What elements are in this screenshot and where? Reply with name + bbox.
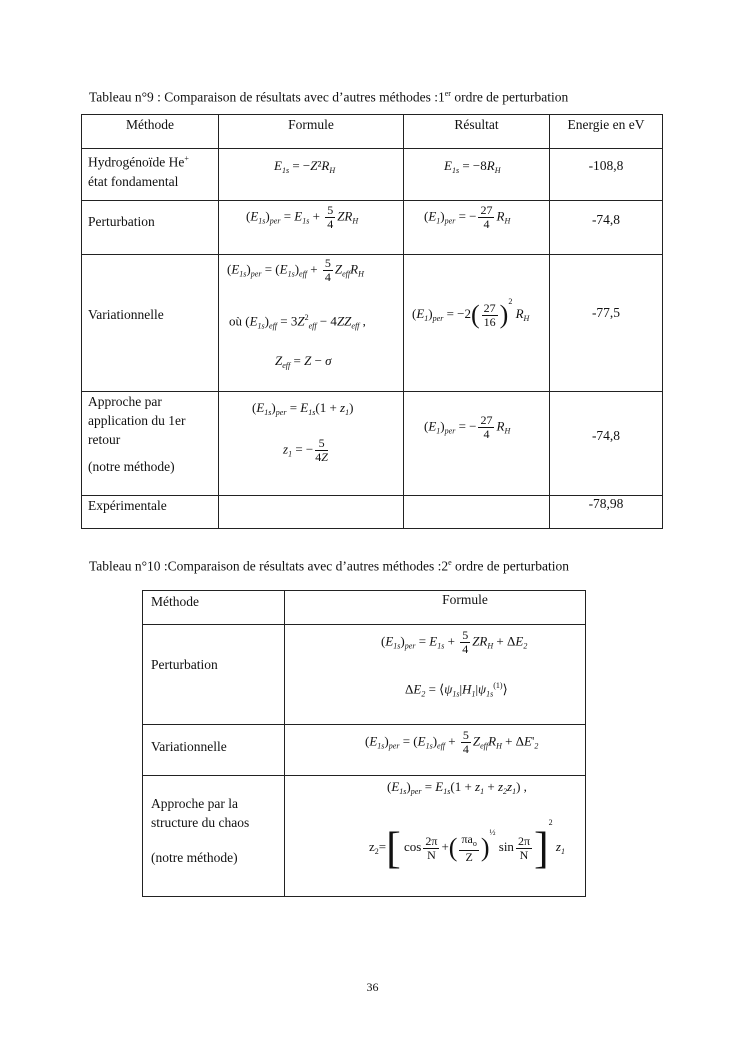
table-row	[143, 776, 586, 897]
table9	[81, 114, 663, 529]
page-number: 36	[366, 980, 379, 994]
table10	[142, 590, 586, 897]
table-row	[143, 625, 586, 725]
formula-perturbation-2: $\Delta E_2$ = $⟨\psi_{1s}|H_1|\psi_{1s}^{(1)}⟩$	[405, 681, 508, 699]
header-formule: Formule	[442, 592, 488, 607]
table-row	[82, 496, 663, 529]
method-variationnelle: Variationnelle	[151, 739, 227, 754]
formula-variationnelle-3: $Z_{eff} = Z - \sigma$	[275, 353, 332, 370]
energy-value: -74,8	[591, 212, 621, 227]
header-resultat: Résultat	[454, 117, 499, 132]
result-perturbation: $(E_1)_{per}$ = − $\frac{27}{4}$ $R_H$	[424, 203, 511, 231]
formula-variationnelle-2: où $(E_{1s})_{eff} = 3Z^2_{eff} - 4ZZ_{eff}$ ,	[229, 313, 366, 331]
method-perturbation: Perturbation	[88, 214, 155, 229]
formula-hydrogenoide: $E_{1s} = -Z^2R_H$	[274, 158, 336, 175]
formula-perturbation: $(E_{1s})_{per} = E_{1s}$ + $\frac{5}{4}$ $ZR_H$	[246, 203, 359, 231]
formula-variationnelle-1: $(E_{1s})_{per} = (E_{1s})_{eff}$ + $\frac{5}{4}$ $Z_{eff}R_H$	[227, 256, 364, 284]
header-energie: Energie en eV	[567, 117, 645, 132]
table-row	[143, 725, 586, 776]
table-row	[82, 149, 663, 201]
table9-caption: Tableau n°9 : Comparaison de résultats avec d’autres méthodes :1er ordre de perturbation	[89, 89, 569, 105]
header-methode: Méthode	[151, 594, 199, 609]
method-variationnelle: Variationnelle	[88, 307, 164, 322]
result-hydrogenoide: $E_{1s} = -8R_H$	[444, 158, 501, 175]
formula-chaos-2: $z_2=$[ cos $\frac{2\pi}{N}$ +( $\frac{\pi a_o}{Z}$ )$^{\frac{1}{2}}$ sin $\frac{2\pi}{N}$ ]$^2$ $z_1$	[369, 818, 565, 873]
formula-perturbation-1: $(E_{1s})_{per} = E_{1s}$ + $\frac{5}{4}$ $ZR_H + \Delta E_2$	[381, 628, 528, 656]
table-row	[82, 392, 663, 496]
result-variationnelle: $(E_1)_{per} = -2$( $\frac{27}{16}$ )$^2$ $R_H$	[412, 297, 530, 330]
energy-value: -78,98	[588, 496, 624, 511]
formula-variationnelle: $(E_{1s})_{per} = (E_{1s})_{eff}$ + $\frac{5}{4}$ $Z_{eff}R_H + \Delta E'_2$	[365, 728, 539, 756]
energy-value: -77,5	[591, 305, 621, 320]
formula-approche-2: $z_1$ = − $\frac{5}{4Z}$	[283, 436, 328, 464]
formula-chaos-1: $(E_{1s})_{per} = E_{1s}(1 + z_1 + z_2z_1)$ ,	[387, 779, 527, 796]
header-formule: Formule	[288, 117, 334, 132]
table10-caption: Tableau n°10 :Comparaison de résultats avec d’autres méthodes :2e ordre de perturbation	[89, 558, 569, 574]
method-perturbation: Perturbation	[151, 657, 218, 672]
header-methode: Méthode	[126, 117, 174, 132]
method-approche: Approche par application du 1er retour (notre méthode)	[88, 394, 186, 474]
method-approche-chaos: Approche par la structure du chaos (notre méthode)	[151, 796, 250, 865]
table-row	[82, 255, 663, 392]
energy-value: -74,8	[591, 428, 621, 443]
table-row	[82, 201, 663, 255]
energy-value: -108,8	[588, 158, 624, 173]
method-experimentale: Expérimentale	[88, 498, 167, 513]
table9-header-row	[82, 115, 663, 149]
method-hydrogenoide: Hydrogénoïde He+ état fondamental	[88, 154, 189, 189]
result-approche: $(E_1)_{per}$ = − $\frac{27}{4}$ $R_H$	[424, 413, 511, 441]
table10-header-row	[143, 591, 586, 625]
formula-approche-1: $(E_{1s})_{per} = E_{1s}(1 + z_1)$	[252, 400, 354, 417]
